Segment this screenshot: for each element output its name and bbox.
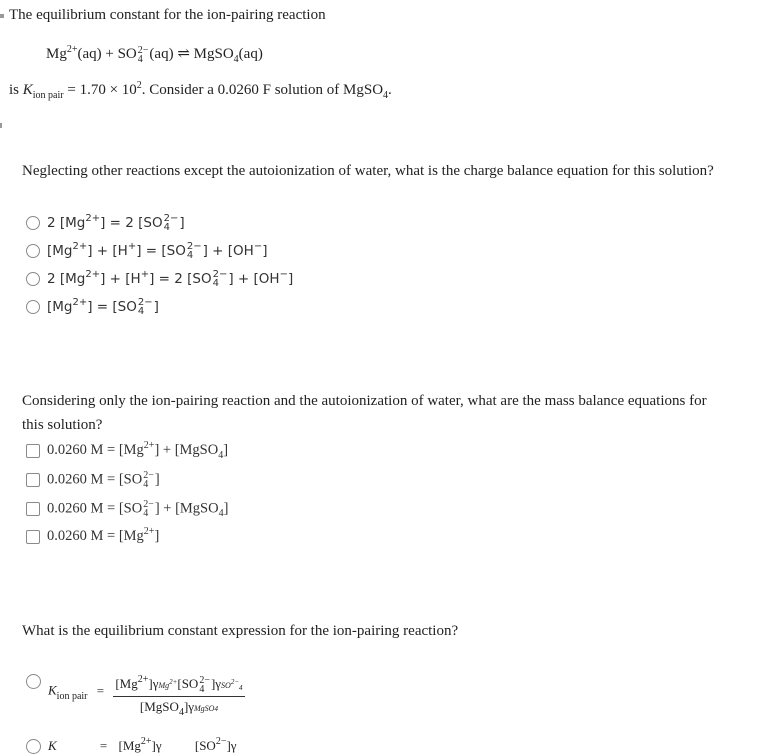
q1-option-4-radio[interactable]	[26, 300, 40, 314]
q2-question-line2: this solution?	[22, 417, 103, 433]
q3-option-1-expression[interactable]: $K_{ion pair}$ = $[Mg^{2+}]\gamma Mg2+[SO$ 2− 4 ]γSO2−4 [MgSO$_4$]γMgSO4	[48, 674, 243, 719]
q2-option-4-checkbox[interactable]	[26, 530, 40, 544]
q2-question-line1: Considering only the ion-pairing reaction and the autoionization of water, what are the mass balance equations for	[22, 393, 707, 409]
q1-option-1-label[interactable]: 2 $[Mg^{2+}] = 2$ [SO 2− 4 ]	[47, 213, 185, 233]
edge-mark	[0, 14, 4, 18]
q3-option-1-radio[interactable]	[26, 674, 41, 689]
q2-option-4-label[interactable]: 0.0260 $M = [Mg^{2+}]$	[47, 526, 160, 544]
q2-option-3-checkbox[interactable]	[26, 502, 40, 516]
q1-question: Neglecting other reactions except the autoionization of water, what is the charge balance equation for this solution?	[22, 163, 714, 179]
reaction-equation: $Mg^{2+}(aq)$ + SO 2− 4 (aq) ⇌ MgSO$_4$(aq)	[46, 44, 263, 65]
q1-option-3-label[interactable]: 2 $[Mg^{2+}] + [H^+] = 2$ [SO 2− 4 ] + [OH−]	[47, 269, 294, 289]
q1-option-2-label[interactable]: $[Mg^{2+}] + [H^+] = [SO$ 2− 4 ] + [OH−]	[47, 241, 268, 261]
q1-option-2-radio[interactable]	[26, 244, 40, 258]
q2-option-2-checkbox[interactable]	[26, 473, 40, 487]
q3-question: What is the equilibrium constant expression for the ion-pairing reaction?	[22, 623, 459, 639]
equilibrium-arrow: ⇌	[177, 46, 190, 62]
intro-line3: is $K_{ion pair} = 1.70 \times 10^2$. Consider a 0.0260 F solution of MgSO$_4$.	[9, 80, 392, 101]
q1-option-3-radio[interactable]	[26, 272, 40, 286]
intro-line1: The equilibrium constant for the ion-pairing reaction	[9, 7, 326, 23]
q3-option-2-expression[interactable]: $K = [Mg^{2+}]\gamma$ $[SO^{2-}]\gamma$	[48, 736, 237, 753]
q1-option-1-radio[interactable]	[26, 216, 40, 230]
equilibrium-fraction: $[Mg^{2+}]\gamma Mg2+[SO$ 2− 4 ]γSO2−4 [MgSO$_4$]γMgSO4	[115, 674, 243, 719]
edge-mark	[0, 123, 2, 128]
q2-option-2-label[interactable]: 0.0260 M = [SO 2− 4 ]	[47, 470, 160, 490]
q2-option-1-checkbox[interactable]	[26, 444, 40, 458]
q1-option-4-label[interactable]: $[Mg^{2+}] = [SO$ 2− 4 ]	[47, 297, 159, 317]
q2-option-1-label[interactable]: 0.0260 $M = [Mg^{2+}]$ + [MgSO$_4$]	[47, 440, 229, 461]
q3-option-2-radio[interactable]	[26, 739, 41, 754]
q2-option-3-label[interactable]: 0.0260 M = [SO 2− 4 ] + [MgSO$_4$]	[47, 499, 229, 520]
